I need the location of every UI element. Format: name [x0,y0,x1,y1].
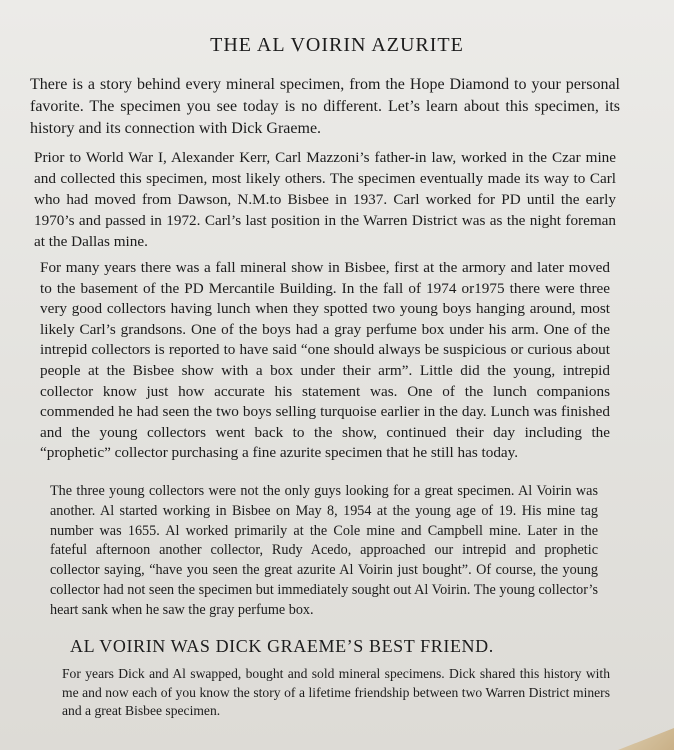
paragraph-intro: There is a story behind every mineral specimen, from the Hope Diamond to your personal favorite. The specimen you see today is no different. Let’s learn about this specimen, its history and its connection with Dick Graeme. [30,76,620,137]
paragraph-mineral-show: For many years there was a fall mineral show in Bisbee, first at the armory and later moved to the basement of the PD Mercantile Building. In the fall of 1974 or1975 there were three very good collectors having lunch when they spotted two young boys hanging around, most likely Carl’s grandsons. One of the boys had a gray perfume box under his arm. One of the intrepid collectors is reported to have said “one should always be suspicious or curious about people at the Bisbee show with a box under their arm”. Little did the young, intrepid collector know just how accurate his statement was. One of the lunch companions commended he had seen the two boys selling turquoise earlier in the day. Lunch was finished and the young collectors went back to the show, continued their day including the “prophetic” collector purchasing a fine azurite specimen that he still has today. [40,259,610,462]
paragraph-closing: For years Dick and Al swapped, bought and sold mineral specimens. Dick shared this history with me and now each of you know the story of a lifetime friendship between two Warren District miners and a great Bisbee specimen. [62,666,610,719]
corner-edge [604,728,674,750]
paragraph-al-voirin: The three young collectors were not the only guys looking for a great specimen. Al Voirin was another. Al started working in Bisbee on May 8, 1954 at the young age of 19. His mine tag number was 1655. Al worked primarily at the Cole mine and Campbell mine. Later in the fateful afternoon another collector, Rudy Acedo, approached our intrepid and prophetic collector saying, “have you seen the great azurite Al Voirin just bought”. Of course, the young collector had not seen the specimen but immediately sought out Al Voirin. The young collector’s heart sank when he saw the gray perfume box. [50,483,598,618]
document-subtitle: AL VOIRIN WAS DICK GRAEME’S BEST FRIEND. [70,636,494,656]
paragraph-history: Prior to World War I, Alexander Kerr, Carl Mazzoni’s father-in law, worked in the Czar mine and collected this specimen, most likely others. The specimen eventually made its way to Carl who had moved from Dawson, N.M.to Bisbee in 1937. Carl worked for PD until the early 1970’s and passed in 1972. Carl’s last position in the Warren District was as the night foreman at the Dallas mine. [34,149,616,250]
document-title: THE AL VOIRIN AZURITE [210,34,464,56]
